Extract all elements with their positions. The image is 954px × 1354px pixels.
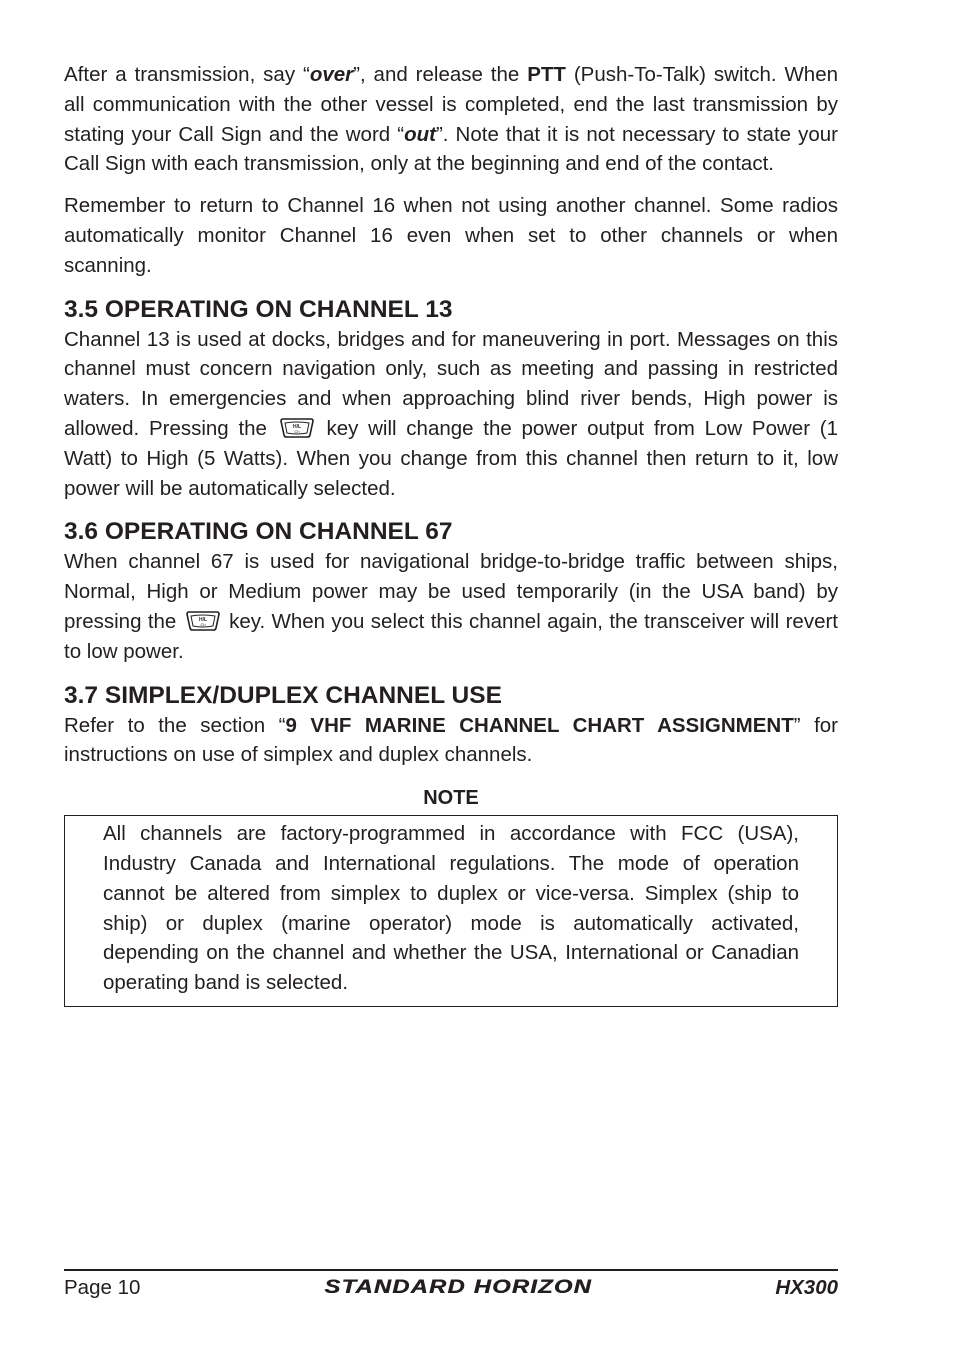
- svg-text:Ch: Ch: [200, 621, 206, 627]
- section-3-6-text: When channel 67 is used for navigational bridge-to-bridge traffic between ships, Normal, High or Medium power may be used temporarily (in the USA band) by pressing the H/L Ch key. When you select this channel again, the transceiver will revert to low power.: [64, 550, 838, 663]
- svg-text:H/L: H/L: [198, 616, 207, 623]
- word-over: over: [309, 63, 354, 86]
- word-out: out: [404, 122, 436, 146]
- chart-section-reference: 9 VHF MARINE CHANNEL CHART ASSIGNMENT: [285, 713, 794, 737]
- section-heading-3-6: 3.6 OPERATING ON CHANNEL 67: [64, 518, 453, 546]
- model-name: HX300: [775, 1276, 838, 1299]
- note-box: [64, 815, 838, 1007]
- hi-lo-key-icon: [185, 610, 221, 632]
- svg-text:H/L: H/L: [292, 423, 301, 430]
- brand-logo: STANDARD HORIZON: [324, 1277, 592, 1298]
- section-heading-3-5: 3.5 OPERATING ON CHANNEL 13: [64, 295, 453, 323]
- page-number: Page 10: [64, 1276, 141, 1299]
- svg-text:Ch: Ch: [294, 428, 300, 434]
- section-3-7-text: Refer to the section “9 VHF MARINE CHANNEL CHART ASSIGNMENT” for instructions on use of simplex and duplex channels.: [64, 713, 838, 767]
- hi-lo-key-icon: [279, 417, 315, 439]
- page-content: [64, 60, 838, 1007]
- ptt-label: PTT: [527, 63, 566, 86]
- footer-divider: [64, 1269, 838, 1271]
- intro-paragraph-2: Remember to return to Channel 16 when not using another channel. Some radios automatically monitor Channel 16 even when set to other channels or when scanning.: [64, 194, 838, 277]
- section-heading-3-7: 3.7 SIMPLEX/DUPLEX CHANNEL USE: [64, 681, 502, 709]
- page-footer: [64, 1273, 838, 1303]
- intro-paragraph-1: After a transmission, say “over”, and release the PTT (Push-To-Talk) switch. When all communication with the other vessel is completed, end the last transmission by stating your Call Sign and the word “out”. Note that it is not necessary to state your Call Sign with each transmission, only at the beginning and end of the contact.: [64, 63, 838, 176]
- note-title: NOTE: [423, 787, 479, 810]
- note-text: All channels are factory-programmed in accordance with FCC (USA), Industry Canada and International regulations. The mode of operation cannot be altered from simplex to duplex or vice-versa. Simplex (ship to ship) or duplex (marine operator) mode is automatically activated, depending on the channel and whether the USA, International or Canadian operating band is selected.: [103, 822, 799, 995]
- section-3-5-text: Channel 13 is used at docks, bridges and for maneuvering in port. Messages on this channel must concern navigation only, such as meeting and passing in restricted waters. In emergencies and when approaching blind river bends, High power is allowed. Pressing the H/L Ch key will change the power output from Low Power (1 Watt) to High (5 Watts). When you change from this channel then return to it, low power will be automatically selected.: [64, 327, 838, 500]
